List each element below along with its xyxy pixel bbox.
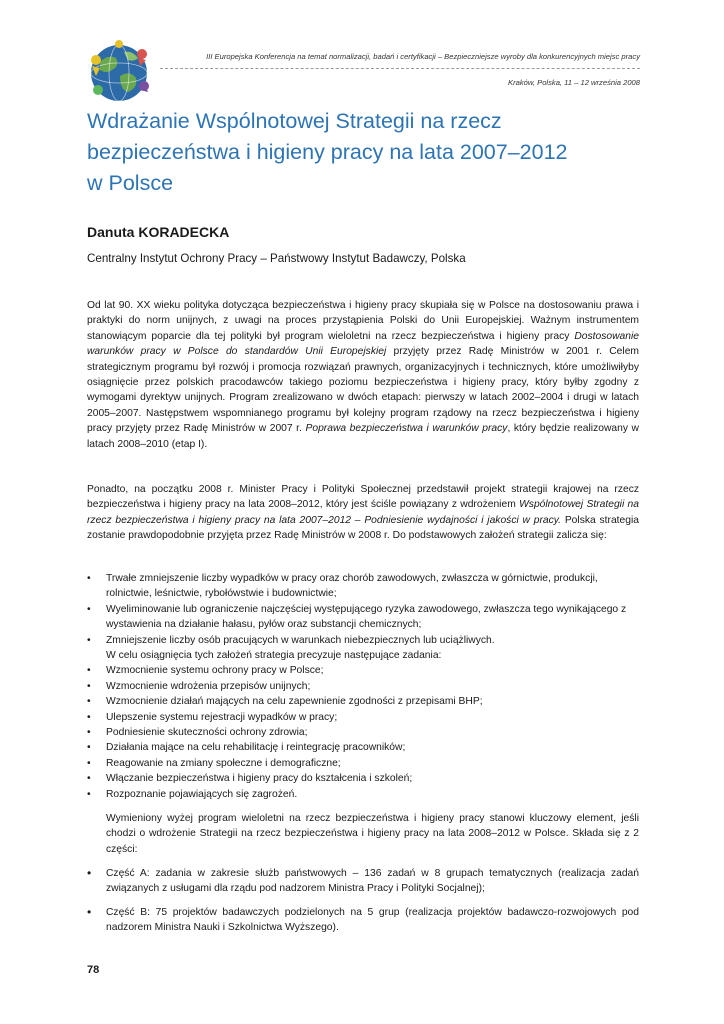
strategy-assumptions-list <box>87 571 639 802</box>
list-item: • Reagowanie na zmiany społeczne i demograficzne; <box>87 757 341 769</box>
conference-header: III Europejska Konferencja na temat normalizacji, badań i certyfikacji – Bezpieczniejsze wyroby dla konkurencyjnych miejsc pracy <box>206 52 640 61</box>
program-parts-list <box>87 866 639 936</box>
list-item: • Trwałe zmniejszenie liczby wypadków w pracy oraz chorób zawodowych, zwłaszcza w górnictwie, produkcji, rolnictwie, leśnictwie, rybołówstwie i budownictwie; <box>87 573 598 600</box>
list-item: • Wzmocnienie działań mających na celu zapewnienie zgodności z przepisami BHP; <box>87 696 483 708</box>
list-item: • Wzmocnienie systemu ochrony pracy w Polsce; <box>87 665 324 677</box>
list-item: • Włączanie bezpieczeństwa i higieny pracy do kształcenia i szkoleń; <box>87 773 413 785</box>
conference-logo <box>86 40 152 106</box>
list-item: • Działania mające na celu rehabilitację i reintegrację pracowników; <box>87 742 406 754</box>
author-name: Danuta KORADECKA <box>87 224 230 240</box>
place-date: Kraków, Polska, 11 – 12 września 2008 <box>508 78 640 87</box>
list-item: • Zmniejszenie liczby osób pracujących w warunkach niebezpiecznych lub uciążliwych. <box>87 634 495 646</box>
page-title <box>87 106 647 199</box>
list-item: • Wzmocnienie wdrożenia przepisów unijnych; <box>87 680 311 692</box>
page-number: 78 <box>87 964 100 976</box>
list-intro: W celu osiągnięcia tych założeń strategia precyzuje następujące zadania: <box>106 650 442 662</box>
list-item: • Podniesienie skuteczności ochrony zdrowia; <box>87 727 308 739</box>
paragraph-2: Ponadto, na początku 2008 r. Minister Pracy i Polityki Społecznej przedstawił projekt strategii krajowej na rzecz bezpieczeństwa i higieny pracy na lata 2008–2012, który jest ściśle powiązany z wdrożeniem Wspólnotowej Strategii na rzecz bezpieczeństwa i higieny pracy na lata 2007–2012 – Podniesienie wydajności i jakości w pracy. Polska strategia zostanie prawdopodobnie przyjęta przez Radę Ministrów w 2008 r. Do podstawowych założeń strategii zalicza się: <box>87 484 639 542</box>
title-line-2: bezpieczeństwa i higieny pracy na lata 2007–2012 <box>87 140 568 164</box>
list-item: • Część B: 75 projektów badawczych podzielonych na 5 grup (realizacja projektów badawczo-rozwojowych pod nadzorem Ministra Nauki i Szkolnictwa Wyższego). <box>87 904 639 934</box>
author-affiliation: Centralny Instytut Ochrony Pracy – Państwowy Instytut Badawczy, Polska <box>87 252 466 265</box>
paragraph-3: Wymieniony wyżej program wieloletni na rzecz bezpieczeństwa i higieny pracy stanowi kluczowy element, jeśli chodzi o wdrożenie Strategii na rzecz bezpieczeństwa i higieny pracy na lata 2008–2012 w Polsce. Składa się z 2 części: <box>106 813 639 855</box>
title-line-3: w Polsce <box>87 171 174 195</box>
header-rule <box>160 68 640 69</box>
list-item: • Wyeliminowanie lub ograniczenie najczęściej występującego ryzyka zawodowego, zwłaszcza tego wynikającego z wystawienia na działanie hałasu, pyłów oraz substancji chemicznych; <box>87 603 627 631</box>
list-item: • Rozpoznanie pojawiających się zagrożeń. <box>87 788 298 800</box>
list-item: • Ulepszenie systemu rejestracji wypadków w pracy; <box>87 711 338 723</box>
paragraph-1: Od lat 90. XX wieku polityka dotycząca bezpieczeństwa i higieny pracy skupiała się w Polsce na dostosowaniu prawa i praktyki do norm unijnych, z uwagi na proces przystąpienia Polski do Unii Europejskiej. Ważnym instrumentem stanowiącym poparcie dla tej polityki był program wieloletni na rzecz bezpieczeństwa i higieny pracy Dostosowanie warunków pracy w Polsce do standardów Unii Europejskiej przyjęty przez Radę Ministrów w 2001 r. Celem strategicznym programu był rozwój i promocja rozwiązań prawnych, organizacyjnych i technicznych, które umożliwiłyby osiągnięcie przez polskich pracodawców takiego poziomu bezpieczeństwa i higieny pracy, który byłby zgodny z wymogami dyrektyw unijnych. Program zrealizowano w dwóch etapach: pierwszy w latach 2002–2004 i drugi w latach 2005–2007. Następstwem wspomnianego programu był kolejny program rządowy na rzecz bezpieczeństwa i higieny pracy przyjęty przez Radę Ministrów w 2007 r. Poprawa bezpieczeństwa i warunków pracy, który będzie realizowany w latach 2008–2010 (etap I). <box>87 300 639 450</box>
title-line-1: Wdrażanie Wspólnotowej Strategii na rzecz <box>87 109 502 133</box>
list-item: • Część A: zadania w zakresie służb państwowych – 136 zadań w 8 grupach tematycznych (realizacja zadań związanych z usługami dla rządu pod nadzorem Ministra Pracy i Polityki Socjalnej); <box>87 866 639 895</box>
